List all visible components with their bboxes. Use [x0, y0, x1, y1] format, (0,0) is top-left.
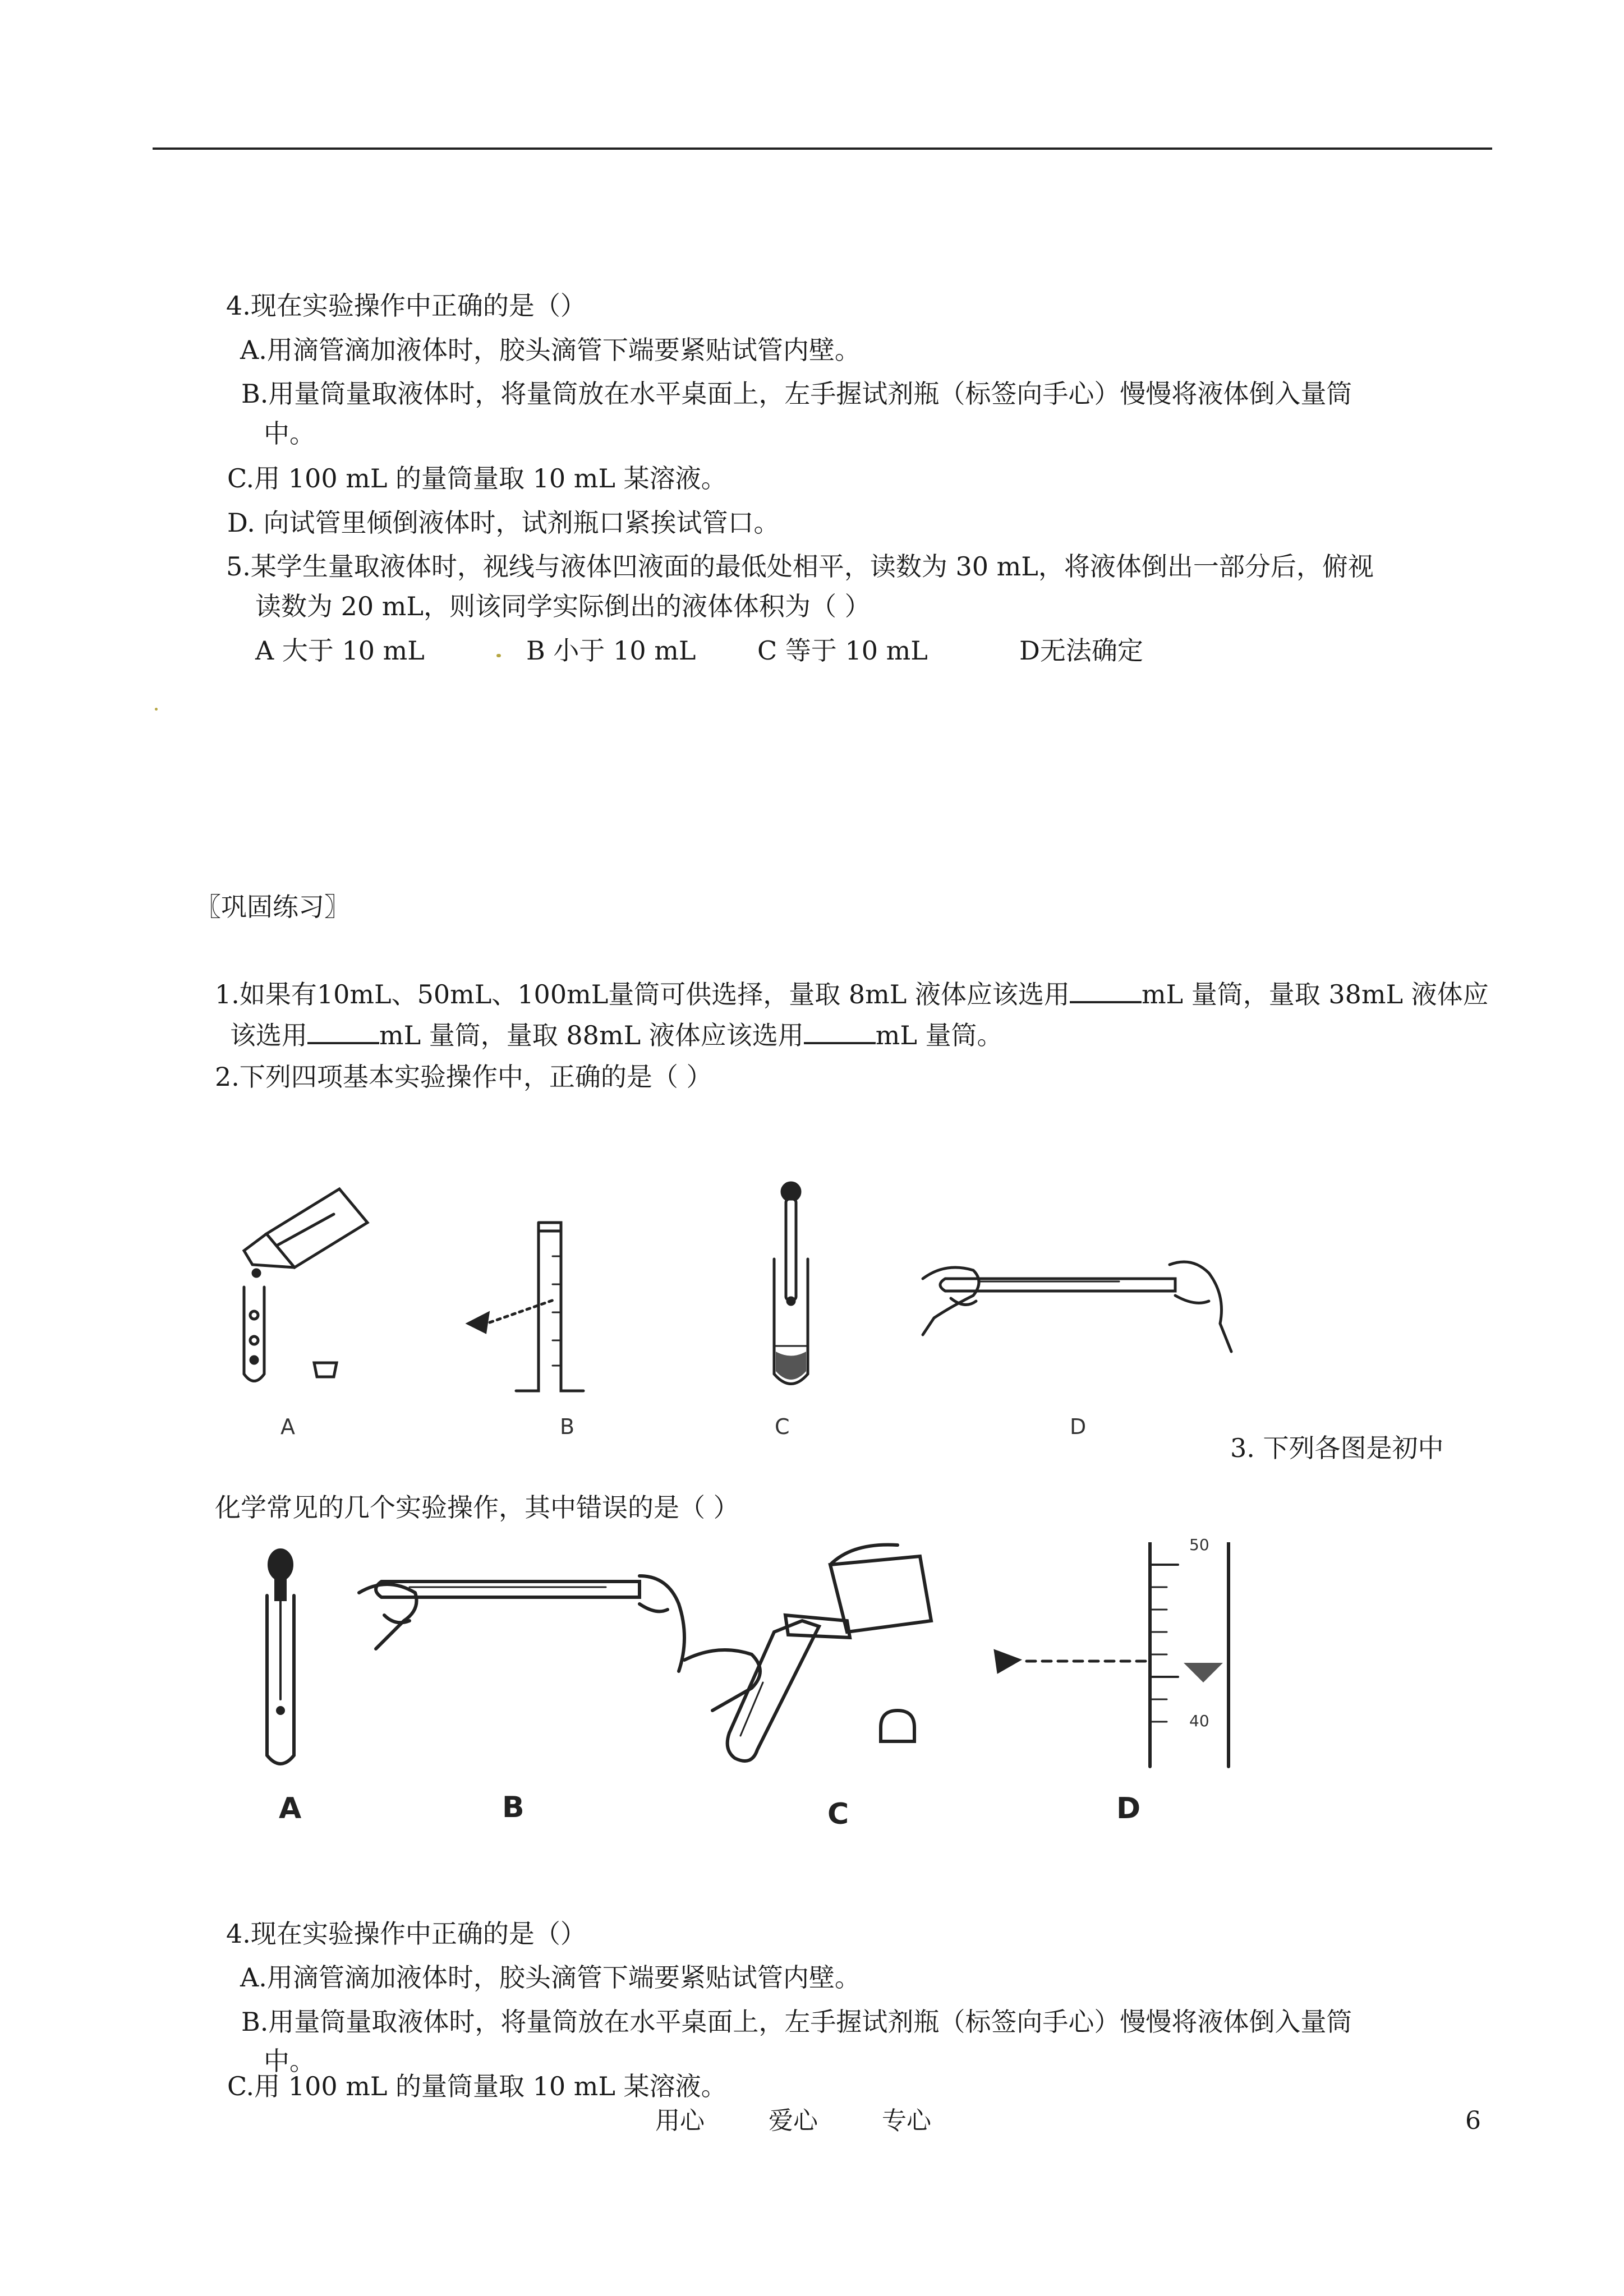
section-title: 〖巩固练习〗	[195, 892, 350, 922]
fig1-a-pouring-diagram	[244, 1189, 367, 1381]
fig1-c-dropper-diagram	[774, 1183, 808, 1384]
scan-speck	[496, 654, 501, 657]
q4-option-c: C.用 100 mL 的量筒量取 10 mL 某溶液。	[227, 463, 727, 494]
q4b-option-c: C.用 100 mL 的量筒量取 10 mL 某溶液。	[227, 2071, 727, 2101]
q4b-option-b-line1: B.用量筒量取液体时，将量筒放在水平桌面上，左手握试剂瓶（标签向手心）慢慢将液体倒入量筒	[241, 2007, 1352, 2037]
q5-stem-line1: 5.某学生量取液体时，视线与液体凹液面的最低处相平，读数为 30 mL，将液体倒出一部分后，俯视	[226, 551, 1374, 582]
fig2-label-a: A	[279, 1792, 302, 1825]
q5-option-c: C 等于 10 mL	[757, 635, 928, 666]
q4b-option-a: A.用滴管滴加液体时，胶头滴管下端要紧贴试管内壁。	[240, 1962, 861, 1993]
q5-option-a: A 大于 10 mL	[255, 635, 425, 666]
footer-motto-1: 用心	[655, 2106, 705, 2135]
fig2-label-c: C	[827, 1797, 849, 1831]
q4-stem: 4.现在实验操作中正确的是（）	[226, 291, 586, 321]
practice-1-line2: 该选用 mL 量筒，量取 88mL 液体应该选用 mL 量筒。	[230, 1017, 1003, 1052]
answer-blank[interactable]	[1070, 976, 1142, 1003]
answer-blank[interactable]	[804, 1017, 876, 1044]
fig1-label-d: D	[1070, 1414, 1087, 1439]
fig2-c-pouring-diagram	[684, 1545, 931, 1761]
fig2-d-cylinder-diagram	[996, 1542, 1229, 1767]
q5-option-d: D无法确定	[1019, 635, 1143, 666]
q5-stem-line2: 读数为 20 mL，则该同学实际倒出的液体体积为（ ）	[255, 591, 871, 621]
fig1-label-a: A	[280, 1414, 295, 1439]
q4-option-d: D. 向试管里倾倒液体时，试剂瓶口紧挨试管口。	[227, 508, 780, 538]
q4b-stem: 4.现在实验操作中正确的是（）	[226, 1919, 586, 1949]
q4-option-a: A.用滴管滴加液体时，胶头滴管下端要紧贴试管内壁。	[240, 335, 861, 365]
fig1-label-b: B	[560, 1414, 575, 1439]
practice-3-stem-part1: 3. 下列各图是初中	[1230, 1433, 1444, 1463]
fig1-d-heating-diagram	[923, 1262, 1231, 1352]
practice-3-stem-part2: 化学常见的几个实验操作，其中错误的是（ ）	[215, 1492, 739, 1523]
figure-set-1	[222, 1167, 1248, 1458]
fig1-label-c: C	[775, 1414, 790, 1439]
page-number: 6	[1465, 2106, 1481, 2135]
q5-option-b: B 小于 10 mL	[526, 635, 696, 666]
figure-set-2	[236, 1542, 1268, 1789]
q5-options	[255, 634, 1377, 667]
fig2-label-d: D	[1116, 1792, 1141, 1825]
scan-speck	[155, 708, 158, 711]
q4b-option-b-line2: 中。	[264, 2046, 315, 2076]
fig2-b-tube-hands-diagram	[359, 1576, 684, 1671]
practice-1-line1: 1.如果有10mL、50mL、100mL量筒可供选择，量取 8mL 液体应该选用 mL 量筒，量取 38mL 液体应	[215, 976, 1489, 1011]
fig2-scale-50: 50	[1189, 1536, 1209, 1554]
q4-option-b-line1: B.用量筒量取液体时，将量筒放在水平桌面上，左手握试剂瓶（标签向手心）慢慢将液体倒入量筒	[241, 379, 1352, 409]
footer-motto-2: 爱心	[769, 2106, 818, 2135]
q4-option-b-line2: 中。	[264, 418, 315, 449]
fig2-a-dropper-diagram	[267, 1550, 294, 1764]
fig2-scale-40: 40	[1189, 1712, 1209, 1730]
answer-blank[interactable]	[307, 1017, 379, 1044]
practice-2-stem: 2.下列四项基本实验操作中，正确的是（ ）	[215, 1062, 712, 1092]
footer-motto-3: 专心	[882, 2106, 931, 2135]
fig2-label-b: B	[502, 1791, 525, 1824]
header-rule	[153, 147, 1492, 150]
fig1-b-cylinder-diagram	[468, 1223, 583, 1391]
